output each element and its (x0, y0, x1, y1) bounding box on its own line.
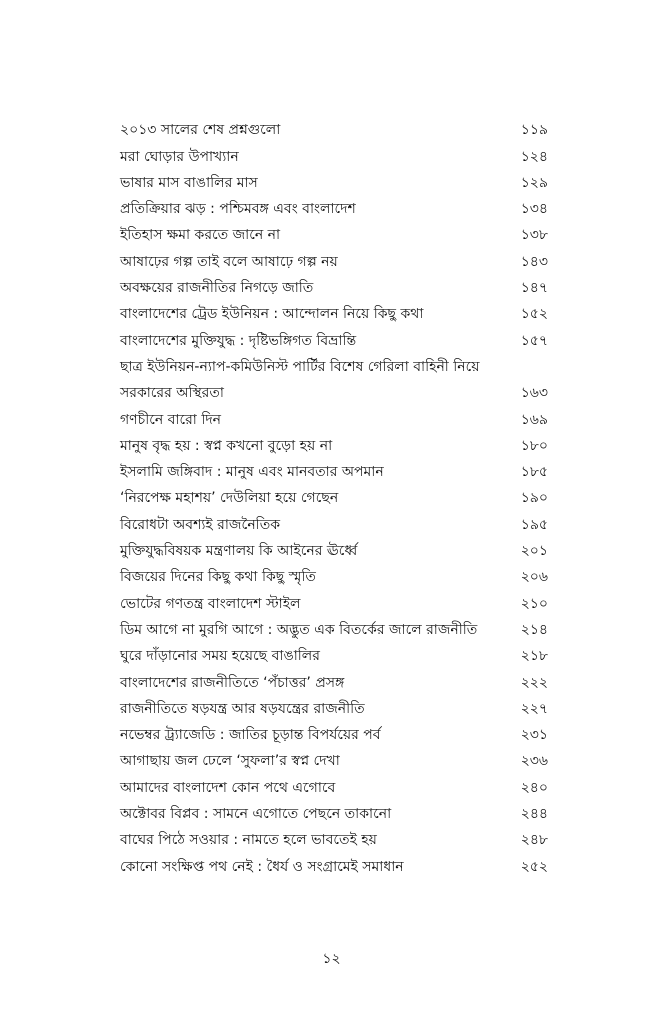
toc-entry (120, 248, 548, 274)
toc-page-number: ১৮৫ (520, 464, 548, 481)
toc-page-number: ১১৯ (520, 122, 548, 139)
toc-page-number: ২২৭ (520, 700, 548, 717)
toc-page-number: ১৮০ (520, 437, 548, 454)
toc-entry (120, 327, 548, 353)
toc-entry (120, 143, 548, 169)
toc-title: ভাষার মাস বাঙালির মাস (120, 174, 258, 191)
toc-title: বাঘের পিঠে সওয়ার : নামতে হলে ভাবতেই হয় (120, 832, 377, 849)
toc-title: ছাত্র ইউনিয়ন-ন্যাপ-কমিউনিস্ট পার্টির বিশেষ গেরিলা বাহিনী নিয়ে সরকারের অস্থিরতা (120, 359, 480, 402)
toc-entry (120, 433, 548, 459)
toc-title: ভোটের গণতন্ত্র বাংলাদেশ স্টাইল (120, 595, 301, 612)
toc-entry (120, 564, 548, 590)
toc-page-number: ২৫২ (520, 858, 548, 875)
toc-page-number: ১৩৪ (520, 201, 548, 218)
toc-page-number: ১৫২ (520, 306, 548, 323)
toc-page-number: ১২৪ (520, 148, 548, 165)
toc-page-number: ১৩৮ (520, 227, 548, 244)
toc-title: ‘নিরপেক্ষ মহাশয়’ দেউলিয়া হয়ে গেছেন (120, 490, 339, 507)
toc-entry (120, 406, 548, 432)
toc-title: বিরোধটা অবশ্যই রাজনৈতিক (120, 516, 280, 533)
toc-page-number: ২০১ (520, 543, 548, 560)
toc-page-number: ২৩৬ (520, 753, 548, 770)
toc-entry (120, 696, 548, 722)
toc-title: ২০১৩ সালের শেষ প্রশ্নগুলো (120, 122, 281, 139)
toc-page-number: ২৪০ (520, 779, 548, 796)
toc-page-number: ১৪৭ (520, 280, 548, 297)
toc-title: আষাঢ়ের গল্প তাই বলে আষাঢ়ে গল্প নয় (120, 253, 338, 270)
toc-page-number: ২১৮ (520, 648, 548, 665)
toc-title: ঘুরে দাঁড়ানোর সময় হয়েছে বাঙালির (120, 648, 320, 665)
toc-entry (120, 170, 548, 196)
toc-page-number: ১৫৭ (520, 332, 548, 349)
toc-title: মুক্তিযুদ্ধবিষয়ক মন্ত্রণালয় কি আইনের ঊর্ধ্বে (120, 543, 358, 560)
toc-title: ডিম আগে না মুরগি আগে : অদ্ভুত এক বিতর্কের জালে রাজনীতি (120, 621, 478, 638)
toc-entry (120, 801, 548, 827)
toc-title: আগাছায় জল ঢেলে ‘সুফলা’র স্বপ্ন দেখা (120, 753, 340, 770)
toc-page-number: ২৩১ (520, 727, 548, 744)
toc-title: আমাদের বাংলাদেশ কোন পথে এগোবে (120, 779, 336, 796)
toc-entry (120, 590, 548, 616)
toc-entry (120, 827, 548, 853)
toc-title: গণচীনে বারো দিন (120, 411, 222, 428)
toc-page-number: ১৯৫ (520, 516, 548, 533)
toc-page-number: ১২৯ (520, 174, 548, 191)
toc-page-number: ১৬৯ (520, 411, 548, 428)
toc-title: মানুষ বৃদ্ধ হয় : স্বপ্ন কখনো বুড়ো হয় না (120, 437, 333, 454)
toc-title: অবক্ষয়ের রাজনীতির নিগড়ে জাতি (120, 280, 314, 297)
toc-entry (120, 538, 548, 564)
toc-title: বাংলাদেশের রাজনীতিতে ‘পঁচাত্তর’ প্রসঙ্গ (120, 674, 345, 691)
toc-page-number: ১৪৩ (520, 253, 548, 270)
toc-title: কোনো সংক্ষিপ্ত পথ নেই : ধৈর্য ও সংগ্রামেই সমাধান (120, 858, 404, 875)
toc-entry (120, 459, 548, 485)
toc-entry (120, 774, 548, 800)
toc-entry (120, 354, 548, 407)
toc-page-number: ২৪৪ (520, 806, 548, 823)
toc-title: অক্টোবর বিপ্লব : সামনে এগোতে পেছনে তাকানো (120, 806, 392, 823)
toc-entry (120, 275, 548, 301)
toc-title: বিজয়ের দিনের কিছু কথা কিছু স্মৃতি (120, 569, 316, 586)
toc-entry (120, 748, 548, 774)
toc-title: প্রতিক্রিয়ার ঝড় : পশ্চিমবঙ্গ এবং বাংলাদেশ (120, 201, 356, 218)
toc-title: ইসলামি জঙ্গিবাদ : মানুষ এবং মানবতার অপমান (120, 464, 384, 481)
toc-title: রাজনীতিতে ষড়যন্ত্র আর ষড়যন্ত্রের রাজনীতি (120, 700, 365, 717)
toc-page-number: ২২২ (520, 674, 548, 691)
page-number-footer: ১২ (322, 951, 341, 967)
toc-page-number: ২১৪ (520, 621, 548, 638)
toc-title: বাংলাদেশের ট্রেড ইউনিয়ন : আন্দোলন নিয়ে কিছু কথা (120, 306, 424, 323)
toc-entry (120, 117, 548, 143)
toc-title: বাংলাদেশের মুক্তিযুদ্ধ : দৃষ্টিভঙ্গিগত বিভ্রান্তি (120, 332, 357, 349)
toc-entry (120, 511, 548, 537)
toc-page-number: ২০৬ (520, 569, 548, 586)
toc-title: ইতিহাস ক্ষমা করতে জানে না (120, 227, 281, 244)
toc-page-number: ১৯০ (520, 490, 548, 507)
toc-entry (120, 222, 548, 248)
toc-title: মরা ঘোড়ার উপাখ্যান (120, 148, 239, 165)
toc-entry (120, 722, 548, 748)
toc-entry (120, 301, 548, 327)
toc-title: নভেম্বর ট্র্যাজেডি : জাতির চূড়ান্ত বিপর্যয়ের পর্ব (120, 727, 381, 744)
toc-page-number: ২১০ (520, 595, 548, 612)
table-of-contents (120, 117, 548, 880)
toc-entry (120, 669, 548, 695)
toc-entry (120, 643, 548, 669)
toc-page-number: ১৬৩ (520, 385, 548, 402)
toc-entry (120, 485, 548, 511)
toc-page-number: ২৪৮ (520, 832, 548, 849)
toc-entry (120, 617, 548, 643)
toc-entry (120, 853, 548, 879)
toc-entry (120, 196, 548, 222)
